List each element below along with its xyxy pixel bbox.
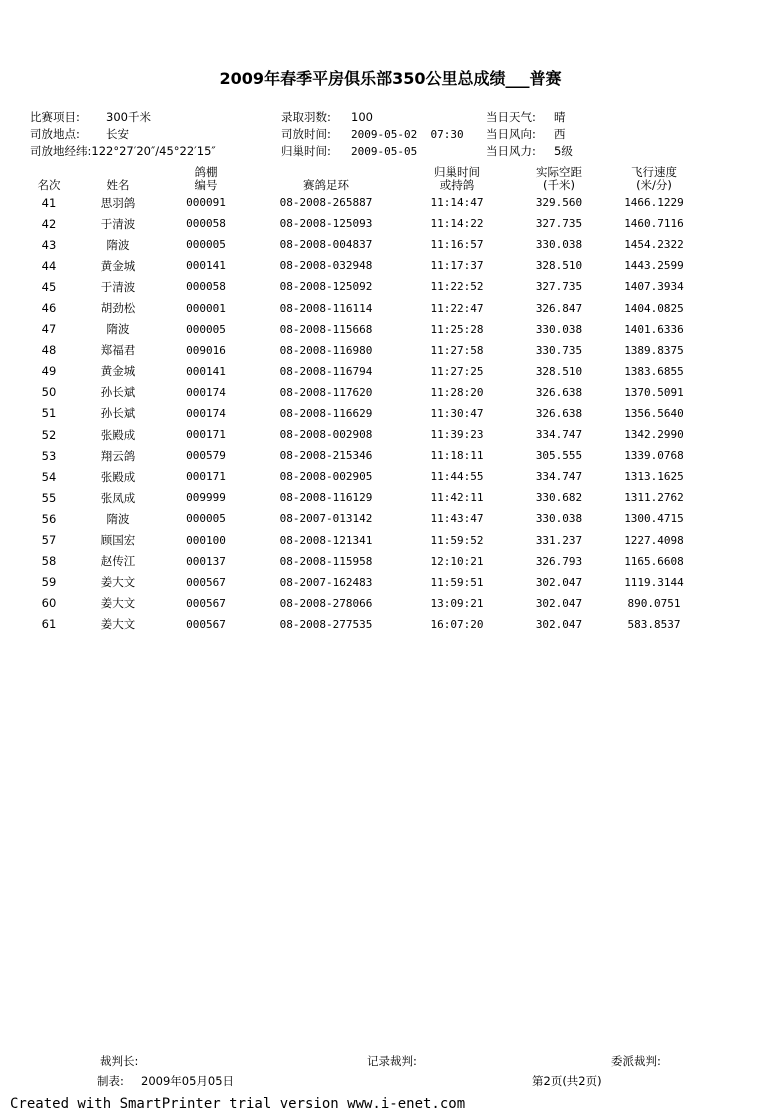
cell-loft-id: 000141 [186,259,226,273]
cell-return-time: 11:18:11 [430,449,484,463]
cell-ring-id: 08-2008-032948 [279,259,373,273]
cell-rank: 47 [41,322,57,337]
watermark-text: Created with SmartPrinter trial version www.i-enet.com [10,1096,466,1112]
cell-ring-id: 08-2008-278066 [279,596,373,610]
cell-ring-id: 08-2007-013142 [279,512,373,526]
quota-label: 录取羽数: [281,110,331,124]
cell-rank: 59 [41,575,57,590]
cell-speed: 1454.2322 [624,238,684,252]
cell-return-time: 13:09:21 [430,596,484,610]
table-header-row [18,164,708,192]
cell-return-time: 11:30:47 [430,406,484,420]
event-info [30,109,151,125]
cell-ring-id: 08-2008-265887 [279,196,373,210]
cell-loft-id: 000100 [186,533,226,547]
cell-rank: 51 [41,406,57,421]
cell-name: 于清波 [100,216,136,231]
cell-ring-id: 08-2008-215346 [279,449,373,463]
table-row [18,361,708,382]
cell-loft-id: 000005 [186,322,226,336]
wind-force-label: 当日风力: [486,144,536,158]
cell-ring-id: 08-2008-117620 [279,385,373,399]
cell-ring-id: 08-2008-116794 [279,364,373,378]
return-value: 2009-05-05 [351,145,418,158]
cell-name: 赵传江 [100,554,136,569]
cell-distance: 329.560 [535,196,583,210]
cell-distance: 328.510 [535,364,583,378]
cell-loft-id: 000058 [186,217,226,231]
results-body [18,192,708,635]
table-row [18,192,708,213]
cell-return-time: 11:14:22 [430,217,484,231]
cell-rank: 44 [41,258,57,273]
table-row [18,530,708,551]
cell-speed: 1119.3144 [624,575,684,589]
cell-return-time: 11:22:52 [430,280,484,294]
table-row [18,466,708,487]
cell-return-time: 11:22:47 [430,301,484,315]
cell-rank: 49 [41,364,57,379]
cell-loft-id: 009999 [186,491,226,505]
release-info [281,126,464,142]
site-info [30,126,129,142]
cell-loft-id: 000005 [186,238,226,252]
cell-ring-id: 08-2007-162483 [279,575,373,589]
cell-name: 张凤成 [100,490,136,505]
cell-name: 郑福君 [100,343,136,358]
cell-loft-id: 000058 [186,280,226,294]
cell-distance: 327.735 [535,217,583,231]
cell-return-time: 11:59:52 [430,533,484,547]
release-label: 司放时间: [281,127,331,141]
cell-name: 孙长斌 [100,406,136,421]
cell-name: 思羽鸽 [100,195,136,210]
site-label: 司放地点: [30,127,80,141]
cell-name: 姜大文 [100,575,136,590]
cell-ring-id: 08-2008-116629 [279,406,373,420]
cell-ring-id: 08-2008-116980 [279,343,373,357]
return-info [281,143,417,159]
table-row [18,382,708,403]
cell-speed: 1313.1625 [624,470,684,484]
cell-rank: 48 [41,343,57,358]
results-table [18,164,708,635]
cell-return-time: 11:27:58 [430,343,484,357]
header-ring: 赛鸽足环 [303,178,349,192]
cell-return-time: 11:59:51 [430,575,484,589]
cell-speed: 1443.2599 [624,259,684,273]
header-name: 姓名 [106,178,130,192]
cell-loft-id: 000137 [186,554,226,568]
table-row [18,340,708,361]
cell-distance: 326.638 [535,406,583,420]
cell-distance: 330.038 [535,238,583,252]
cell-loft-id: 000567 [186,596,226,610]
cell-ring-id: 08-2008-277535 [279,617,373,631]
table-row [18,551,708,572]
cell-distance: 331.237 [535,533,583,547]
cell-speed: 1407.3934 [624,280,684,294]
cell-speed: 1370.5091 [624,385,684,399]
table-row [18,403,708,424]
return-label: 归巢时间: [281,144,331,158]
cell-loft-id: 000141 [186,364,226,378]
cell-distance: 334.747 [535,428,583,442]
header-return-time: 归巢时间 或持鸽 [434,165,480,192]
weather-info [486,109,566,125]
site-value: 长安 [106,127,129,141]
cell-speed: 1342.2990 [624,428,684,442]
cell-distance: 326.793 [535,554,583,568]
cell-rank: 41 [41,195,57,210]
table-row [18,424,708,445]
cell-rank: 53 [41,448,57,463]
cell-name: 翔云鸽 [100,448,136,463]
event-label: 比赛项目: [30,110,80,124]
cell-distance: 326.638 [535,385,583,399]
cell-return-time: 11:25:28 [430,322,484,336]
cell-loft-id: 000579 [186,449,226,463]
table-row [18,234,708,255]
quota-info [281,109,373,125]
made-date: 2009年05月05日 [141,1074,235,1088]
cell-return-time: 16:07:20 [430,617,484,631]
cell-return-time: 11:44:55 [430,470,484,484]
cell-distance: 326.847 [535,301,583,315]
cell-loft-id: 000174 [186,385,226,399]
cell-distance: 327.735 [535,280,583,294]
cell-name: 胡劲松 [100,301,136,316]
cell-name: 黄金城 [100,258,136,273]
cell-distance: 305.555 [535,449,583,463]
cell-name: 顾国宏 [100,533,136,548]
cell-rank: 61 [41,617,57,632]
coords-value: 122°27′20″/45°22′15″ [91,144,216,158]
event-value: 300千米 [106,110,151,124]
cell-return-time: 11:16:57 [430,238,484,252]
cell-name: 张殿成 [100,469,136,484]
cell-ring-id: 08-2008-125093 [279,217,373,231]
cell-rank: 57 [41,533,57,548]
cell-name: 隋波 [106,511,130,526]
cell-distance: 330.735 [535,343,583,357]
cell-rank: 50 [41,385,57,400]
table-row [18,572,708,593]
cell-distance: 328.510 [535,259,583,273]
cell-loft-id: 000005 [186,512,226,526]
cell-return-time: 11:42:11 [430,491,484,505]
cell-return-time: 11:17:37 [430,259,484,273]
cell-name: 孙长斌 [100,385,136,400]
cell-ring-id: 08-2008-121341 [279,533,373,547]
table-row [18,276,708,297]
cell-distance: 302.047 [535,617,583,631]
cell-ring-id: 08-2008-115958 [279,554,373,568]
cell-return-time: 11:43:47 [430,512,484,526]
cell-name: 姜大文 [100,617,136,632]
cell-speed: 1389.8375 [624,343,684,357]
cell-loft-id: 000171 [186,428,226,442]
wind-dir-value: 西 [554,127,566,141]
cell-name: 隋波 [106,237,130,252]
cell-rank: 45 [41,279,57,294]
header-loft: 鸽棚 编号 [194,165,218,192]
quota-value: 100 [351,110,373,124]
cell-rank: 43 [41,237,57,252]
cell-rank: 58 [41,554,57,569]
page-number: 第2页(共2页) [532,1074,602,1088]
cell-distance: 302.047 [535,575,583,589]
cell-ring-id: 08-2008-004837 [279,238,373,252]
chief-judge-label: 裁判长: [100,1054,139,1068]
header-distance: 实际空距 (千米) [536,165,582,192]
cell-name: 于清波 [100,279,136,294]
cell-ring-id: 08-2008-115668 [279,322,373,336]
cell-loft-id: 000567 [186,575,226,589]
cell-distance: 330.682 [535,491,583,505]
made-by-line [97,1073,234,1089]
table-row [18,319,708,340]
cell-return-time: 11:14:47 [430,196,484,210]
cell-speed: 1460.7116 [624,217,684,231]
cell-ring-id: 08-2008-002905 [279,470,373,484]
cell-speed: 890.0751 [627,596,681,610]
cell-rank: 52 [41,427,57,442]
cell-rank: 60 [41,596,57,611]
delegate-judge-label: 委派裁判: [611,1054,661,1068]
wind-force-value: 5级 [554,144,573,158]
cell-speed: 1356.5640 [624,406,684,420]
cell-name: 黄金城 [100,364,136,379]
table-row [18,297,708,318]
page-title: 2009年春季平房俱乐部350公里总成绩___普赛 [219,69,562,88]
cell-return-time: 12:10:21 [430,554,484,568]
cell-ring-id: 08-2008-002908 [279,428,373,442]
cell-distance: 334.747 [535,470,583,484]
cell-speed: 1466.1229 [624,196,684,210]
cell-name: 隋波 [106,322,130,337]
cell-speed: 1383.6855 [624,364,684,378]
coords-info [30,143,216,159]
cell-rank: 54 [41,469,57,484]
table-row [18,593,708,614]
made-label: 制表: [97,1074,124,1088]
cell-speed: 1311.2762 [624,491,684,505]
weather-label: 当日天气: [486,110,536,124]
cell-loft-id: 000001 [186,301,226,315]
cell-speed: 1339.0768 [624,449,684,463]
table-row [18,445,708,466]
cell-speed: 1404.0825 [624,301,684,315]
wind-force-info [486,143,573,159]
cell-return-time: 11:27:25 [430,364,484,378]
table-row [18,255,708,276]
cell-loft-id: 000171 [186,470,226,484]
cell-loft-id: 000567 [186,617,226,631]
cell-return-time: 11:39:23 [430,428,484,442]
wind-dir-info [486,126,566,142]
cell-ring-id: 08-2008-116114 [279,301,373,315]
coords-label: 司放地经纬: [30,144,92,158]
cell-speed: 1401.6336 [624,322,684,336]
cell-rank: 42 [41,216,57,231]
cell-loft-id: 000174 [186,406,226,420]
record-judge-label: 记录裁判: [367,1054,417,1068]
cell-speed: 583.8537 [627,617,681,631]
cell-return-time: 11:28:20 [430,385,484,399]
weather-value: 晴 [554,110,566,124]
cell-speed: 1300.4715 [624,512,684,526]
cell-ring-id: 08-2008-125092 [279,280,373,294]
cell-name: 姜大文 [100,596,136,611]
cell-ring-id: 08-2008-116129 [279,491,373,505]
cell-rank: 46 [41,301,57,316]
cell-name: 张殿成 [100,427,136,442]
cell-distance: 302.047 [535,596,583,610]
table-row [18,508,708,529]
table-row [18,614,708,635]
wind-dir-label: 当日风向: [486,127,536,141]
cell-loft-id: 000091 [186,196,226,210]
cell-speed: 1227.4098 [624,533,684,547]
cell-rank: 55 [41,490,57,505]
header-rank: 名次 [37,178,61,192]
cell-rank: 56 [41,511,57,526]
cell-distance: 330.038 [535,512,583,526]
cell-speed: 1165.6608 [624,554,684,568]
table-row [18,487,708,508]
release-value: 2009-05-02 07:30 [351,128,464,141]
cell-loft-id: 009016 [186,343,226,357]
cell-distance: 330.038 [535,322,583,336]
table-row [18,213,708,234]
header-speed: 飞行速度 (米/分) [631,165,677,192]
